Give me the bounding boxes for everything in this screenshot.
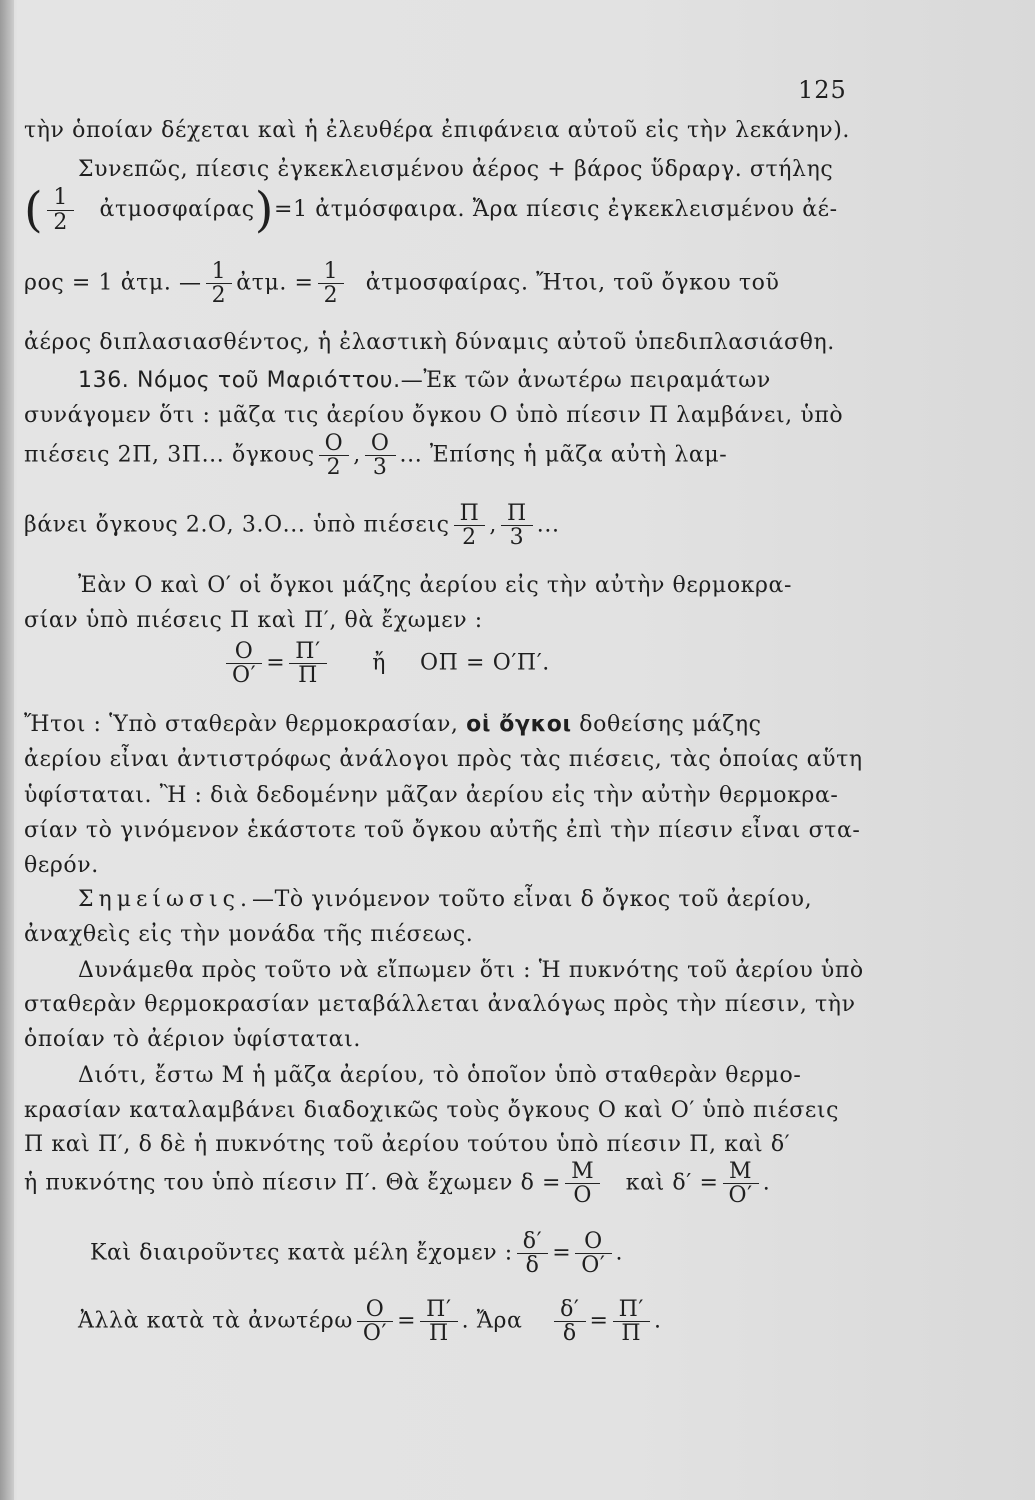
- text-line: Διότι, ἔστω Μ ἡ μᾶζα ἀερίου, τὸ ὁποῖον ὑπὸ σταθερὰν θερμο-: [78, 1063, 802, 1088]
- fraction: [723, 1160, 759, 1207]
- inline-text: ,: [353, 442, 361, 468]
- fraction-numerator: Ο: [365, 432, 396, 456]
- text-line: θερόν.: [24, 853, 99, 878]
- fraction-denominator: Π: [428, 1321, 449, 1347]
- fraction: [365, 432, 396, 479]
- fraction-numerator: Π: [454, 502, 486, 526]
- inline-text: ...: [536, 512, 560, 538]
- text-line: ὁποίαν τὸ ἀέριον ὑφίσταται.: [24, 1027, 361, 1052]
- fraction-numerator: Π′: [613, 1298, 650, 1322]
- equals-sign: =: [552, 1240, 572, 1266]
- fraction-numerator: Ο: [319, 432, 350, 456]
- inline-text: ... Ἐπίσης ἡ μᾶζα αὐτὴ λαμ-: [399, 442, 728, 468]
- text-line: Συνεπῶς, πίεσις ἐγκεκλεισμένου ἀέρος + βάρος ὕδραργ. στήλης: [78, 157, 834, 182]
- inline-text: Ἤτοι : Ὑπὸ σταθερὰν θερμοκρασίαν,: [24, 712, 459, 737]
- fraction-denominator: Ο′: [232, 663, 257, 689]
- fraction: [420, 1298, 457, 1345]
- inline-text: —Τὸ γινόμενον τοῦτο εἶναι δ ὄγκος τοῦ ἀερίου,: [251, 887, 813, 912]
- fraction-numerator: Ο: [575, 1230, 611, 1254]
- equals-sign: =: [589, 1308, 609, 1334]
- fraction-denominator: Π: [621, 1321, 642, 1347]
- fraction-denominator: 2: [323, 283, 339, 309]
- inline-text: ἤ: [372, 650, 387, 676]
- text-line: σταθερὰν θερμοκρασίαν μεταβάλλεται ἀναλόγως πρὸς τὴν πίεσιν, τὴν: [24, 992, 856, 1017]
- fraction-denominator: Ο′: [581, 1253, 606, 1279]
- bold-text: οἱ ὄγκοι: [466, 712, 572, 737]
- text-line-fraction: [78, 1298, 662, 1345]
- inline-text: ἀτμοσφαίρας: [99, 197, 255, 222]
- fraction-numerator: Ο: [357, 1298, 393, 1322]
- fraction-numerator: δ′: [517, 1230, 548, 1254]
- inline-text: ἀτμοσφαίρας. Ἤτοι, τοῦ ὄγκου τοῦ: [365, 270, 780, 296]
- inline-text: .: [653, 1308, 662, 1334]
- fraction-denominator: 3: [372, 455, 388, 481]
- inline-text: ἡ πυκνότης του ὑπὸ πίεσιν Π′. Θὰ ἔχωμεν δ =: [24, 1170, 562, 1196]
- note-label: Σημείωσις.: [78, 887, 252, 912]
- text-line-fraction: [24, 502, 560, 549]
- fraction: [319, 432, 350, 479]
- text-line: ἀερίου εἶναι ἀντιστρόφως ἀνάλογοι πρὸς τὰς πιέσεις, τὰς ὁποίας αὕτη: [24, 747, 863, 772]
- fraction-numerator: δ′: [554, 1298, 585, 1322]
- fraction-numerator: Μ: [723, 1160, 759, 1184]
- inline-text: βάνει ὄγκους 2.Ο, 3.Ο... ὑπὸ πιέσεις: [24, 512, 450, 538]
- text-line: Δυνάμεθα πρὸς τοῦτο νὰ εἴπωμεν ὅτι : Ἡ πυκνότης τοῦ ἀερίου ὑπὸ: [78, 958, 864, 983]
- text-line: [78, 887, 812, 912]
- fraction: [318, 260, 345, 307]
- text-line: Ἐὰν Ο καὶ Ο′ οἱ ὄγκοι μάζης ἀερίου εἰς τὴν αὐτὴν θερμοκρα-: [78, 573, 793, 598]
- fraction: [357, 1298, 393, 1345]
- fraction-numerator: 1: [206, 260, 233, 284]
- fraction: [289, 640, 326, 687]
- fraction: [575, 1230, 611, 1277]
- section-heading: 136. Νόμος τοῦ Μαριόττου.: [78, 368, 401, 393]
- fraction: [554, 1298, 585, 1345]
- fraction-denominator: Ο′: [362, 1321, 388, 1347]
- fraction-denominator: 2: [326, 455, 342, 481]
- fraction-denominator: 2: [211, 283, 227, 309]
- text-line: κρασίαν καταλαμβάνει διαδοχικῶς τοὺς ὄγκους Ο καὶ Ο′ ὑπὸ πιέσεις: [24, 1098, 840, 1123]
- fraction: [454, 502, 486, 549]
- text-line: ἀέρος διπλασιασθέντος, ἡ ἐλαστικὴ δύναμις αὐτοῦ ὑπεδιπλασιάσθη.: [24, 330, 835, 355]
- inline-text: ΟΠ = Ο′Π′.: [420, 650, 550, 676]
- inline-text: —Ἐκ τῶν ἀνωτέρω πειραμάτων: [400, 368, 771, 393]
- fraction-denominator: 2: [462, 525, 477, 551]
- fraction: [565, 1160, 600, 1207]
- text-line: συνάγομεν ὅτι : μᾶζα τις ἀερίου ὄγκου Ο ὑπὸ πίεσιν Π λαμβάνει, ὑπὸ: [24, 403, 844, 428]
- inline-text: .: [615, 1240, 624, 1266]
- fraction-numerator: 1: [47, 186, 74, 210]
- inline-text: ,: [489, 512, 497, 538]
- text-line-fraction: [24, 1160, 770, 1207]
- fraction-denominator: Π: [298, 663, 318, 689]
- inline-text: ρος = 1 ἀτμ. —: [24, 270, 202, 296]
- fraction-denominator: Ο′: [728, 1183, 753, 1209]
- fraction-denominator: δ: [562, 1321, 577, 1347]
- text-line: τὴν ὁποίαν δέχεται καὶ ἡ ἐλευθέρα ἐπιφάνεια αὐτοῦ εἰς τὴν λεκάνην).: [24, 118, 851, 143]
- text-line-fraction: [24, 432, 727, 479]
- inline-text: Καὶ διαιροῦντες κατὰ μέλη ἔχομεν :: [90, 1240, 513, 1266]
- inline-text: δοθείσης μάζης: [579, 712, 762, 737]
- fraction: [517, 1230, 548, 1277]
- page-number: 125: [798, 76, 847, 104]
- fraction-numerator: Π: [501, 502, 533, 526]
- open-paren: (: [24, 182, 44, 238]
- fraction: [47, 186, 74, 233]
- inline-text: ἀτμ. =: [236, 270, 314, 296]
- inline-text: Ἀλλὰ κατὰ τὰ ἀνωτέρω: [78, 1308, 353, 1334]
- text-line: Π καὶ Π′, δ δὲ ἡ πυκνότης τοῦ ἀερίου τούτου ὑπὸ πίεσιν Π, καὶ δ′: [24, 1132, 791, 1157]
- equals-sign: =: [266, 650, 286, 676]
- fraction-numerator: Μ: [565, 1160, 600, 1184]
- text-line: [78, 368, 771, 393]
- text-line: σίαν τὸ γινόμενον ἑκάστοτε τοῦ ὄγκου αὐτῆς ἐπὶ τὴν πίεσιν εἶναι στα-: [24, 818, 861, 843]
- fraction-denominator: 2: [53, 209, 68, 235]
- inline-text: . Ἄρα: [461, 1308, 523, 1334]
- fraction-numerator: 1: [318, 260, 345, 284]
- fraction: [226, 640, 262, 687]
- fraction-numerator: Π′: [420, 1298, 457, 1322]
- inline-text: πιέσεις 2Π, 3Π... ὄγκους: [24, 442, 315, 468]
- fraction-denominator: δ: [525, 1253, 540, 1279]
- page-binding-shadow: [0, 0, 14, 1500]
- close-paren: ): [254, 182, 275, 238]
- inline-text: .: [762, 1170, 771, 1196]
- inline-text: =1 ἀτμόσφαιρα. Ἄρα πίεσις ἐγκεκλεισμένου ἀέ-: [274, 197, 838, 222]
- text-line: ὑφίσταται. Ἢ : διὰ δεδομένην μᾶζαν ἀερίου εἰς τὴν αὐτὴν θερμοκρα-: [24, 783, 839, 808]
- inline-text: καὶ δ′ =: [625, 1170, 719, 1196]
- equals-sign: =: [397, 1308, 417, 1334]
- fraction-denominator: 3: [509, 525, 525, 551]
- fraction: [206, 260, 233, 307]
- text-line: σίαν ὑπὸ πιέσεις Π καὶ Π′, θὰ ἔχωμεν :: [24, 608, 483, 633]
- text-line-fraction: [90, 1230, 623, 1277]
- fraction: [501, 502, 533, 549]
- text-line: ἀναχθεὶς εἰς τὴν μονάδα τῆς πιέσεως.: [24, 922, 474, 947]
- equation-line: [222, 640, 550, 687]
- fraction-denominator: Ο: [573, 1183, 592, 1209]
- fraction-numerator: Ο: [226, 640, 262, 664]
- text-line-fraction: [24, 182, 838, 238]
- text-line: [24, 712, 762, 737]
- fraction: [613, 1298, 650, 1345]
- text-line-fraction: [24, 260, 779, 307]
- fraction-numerator: Π′: [289, 640, 326, 664]
